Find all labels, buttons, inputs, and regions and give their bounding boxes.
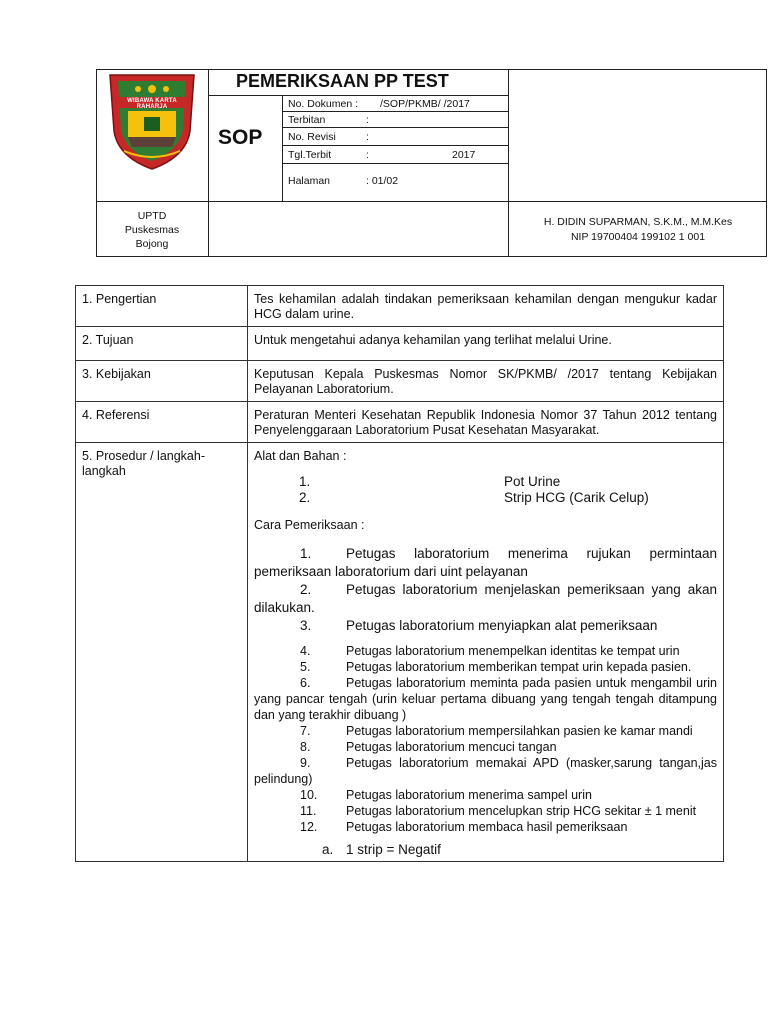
- revisi-label: No. Revisi: [288, 131, 336, 143]
- step-num: 5.: [300, 660, 311, 674]
- step-text: Petugas laboratorium memakai APD (masker,sarung tangan,jas pelindung): [254, 756, 717, 786]
- material-item: [254, 474, 717, 490]
- tgl-terbit-label: Tgl.Terbit: [288, 149, 332, 161]
- unit-line: UPTD: [137, 210, 167, 222]
- step-num: 2.: [300, 582, 312, 597]
- material-text: Pot Urine: [504, 474, 561, 489]
- step-num: 7.: [300, 724, 311, 738]
- step-text: Petugas laboratorium memberikan tempat urin kepada pasien.: [346, 660, 692, 674]
- step-text: Petugas laboratorium menempelkan identitas ke tempat urin: [346, 644, 680, 658]
- result-text: 1 strip = Negatif: [346, 842, 441, 857]
- halaman-value: : 01/02: [366, 175, 399, 187]
- step-item: [254, 659, 717, 675]
- step-item: [254, 755, 717, 787]
- table-row: [76, 327, 724, 361]
- section-text: Peraturan Menteri Kesehatan Republik Indonesia Nomor 37 Tahun 2012 tentang Penyelenggaraan Laboratorium Pusat Kesehatan Masyarakat.: [248, 402, 724, 443]
- table-row: [76, 443, 724, 862]
- section-label: 4. Referensi: [76, 402, 248, 443]
- step-text: Petugas laboratorium meminta pada pasien untuk mengambil urin yang pancar tengah (urin keluar pertama dibuang yang tengah tengah ditampung dan yang terakhir dibuang ): [254, 676, 717, 722]
- step-num: 3.: [300, 618, 312, 633]
- step-num: 6.: [300, 676, 311, 690]
- material-num: 2.: [299, 490, 311, 505]
- shield-emblem-icon: [104, 71, 200, 171]
- step-item: [254, 617, 717, 635]
- step-num: 12.: [300, 820, 318, 834]
- section-label: 2. Tujuan: [76, 327, 248, 361]
- regency-logo: [104, 71, 200, 171]
- step-num: 8.: [300, 740, 311, 754]
- step-text: Petugas laboratorium mencuci tangan: [346, 740, 557, 754]
- step-item: [254, 739, 717, 755]
- step-item: [254, 581, 717, 617]
- procedure-body: [248, 443, 724, 862]
- step-num: 10.: [300, 788, 318, 802]
- sop-label: SOP: [218, 126, 263, 149]
- revisi-value: :: [366, 131, 369, 143]
- step-item: [254, 803, 717, 819]
- step-item: [254, 675, 717, 723]
- page-title: PEMERIKSAAN PP TEST: [236, 71, 449, 91]
- terbitan-label: Terbitan: [288, 114, 326, 126]
- terbitan-value: :: [366, 114, 369, 126]
- step-text: Petugas laboratorium mempersilahkan pasien ke kamar mandi: [346, 724, 693, 738]
- step-num: 9.: [300, 756, 311, 770]
- doc-number-label: No. Dokumen :: [288, 98, 359, 110]
- table-row: [76, 361, 724, 402]
- step-item: [254, 819, 717, 835]
- result-item: [254, 841, 717, 859]
- step-text: Petugas laboratorium mencelupkan strip HCG sekitar ± 1 menit: [346, 804, 697, 818]
- step-text: Petugas laboratorium menyiapkan alat pemeriksaan: [346, 618, 658, 633]
- step-num: 11.: [300, 804, 317, 818]
- section-text: Untuk mengetahui adanya kehamilan yang terlihat melalui Urine.: [248, 327, 724, 361]
- step-num: 1.: [300, 546, 312, 561]
- procedure-table: [75, 285, 724, 862]
- step-text: Petugas laboratorium menerima sampel urin: [346, 788, 592, 802]
- tgl-terbit-value: :: [366, 149, 369, 161]
- result-num: a.: [322, 842, 334, 857]
- section-label: 3. Kebijakan: [76, 361, 248, 402]
- step-text: Petugas laboratorium menjelaskan pemeriksaan yang akan dilakukan.: [254, 582, 717, 615]
- step-text: Petugas laboratorium menerima rujukan permintaan pemeriksaan laboratorium dari uint pelayanan: [254, 546, 717, 579]
- doc-number-value: /SOP/PKMB/ /2017: [380, 98, 470, 110]
- unit-line: Puskesmas: [124, 224, 180, 236]
- logo-banner: WIBAWA KARTA RAHARJA: [127, 98, 177, 110]
- signer-name: H. DIDIN SUPARMAN, S.K.M., M.M.Kes: [543, 216, 733, 228]
- tgl-terbit-year: 2017: [452, 149, 476, 161]
- section-text: Keputusan Kepala Puskesmas Nomor SK/PKMB/ /2017 tentang Kebijakan Pelayanan Laboratorium.: [248, 361, 724, 402]
- section-text: Tes kehamilan adalah tindakan pemeriksaan kehamilan dengan mengukur kadar HCG dalam urine.: [248, 286, 724, 327]
- step-item: [254, 545, 717, 581]
- section-label: 1. Pengertian: [76, 286, 248, 327]
- material-num: 1.: [299, 474, 311, 489]
- material-item: [254, 490, 717, 506]
- materials-heading: Alat dan Bahan :: [254, 449, 347, 463]
- unit-name: [96, 209, 208, 251]
- method-heading: Cara Pemeriksaan :: [254, 518, 365, 532]
- step-text: Petugas laboratorium membaca hasil pemeriksaan: [346, 820, 628, 834]
- sop-header: [96, 69, 767, 257]
- table-row: [76, 402, 724, 443]
- unit-line: Bojong: [135, 238, 169, 250]
- material-text: Strip HCG (Carik Celup): [504, 490, 649, 505]
- table-row: [76, 286, 724, 327]
- signer-nip: NIP 19700404 199102 1 001: [570, 231, 706, 243]
- step-item: [254, 643, 717, 659]
- step-item: [254, 787, 717, 803]
- halaman-label: Halaman: [288, 175, 331, 187]
- step-item: [254, 723, 717, 739]
- step-num: 4.: [300, 644, 311, 658]
- section-label: 5. Prosedur / langkah-langkah: [76, 443, 248, 862]
- signer-block: [509, 215, 767, 245]
